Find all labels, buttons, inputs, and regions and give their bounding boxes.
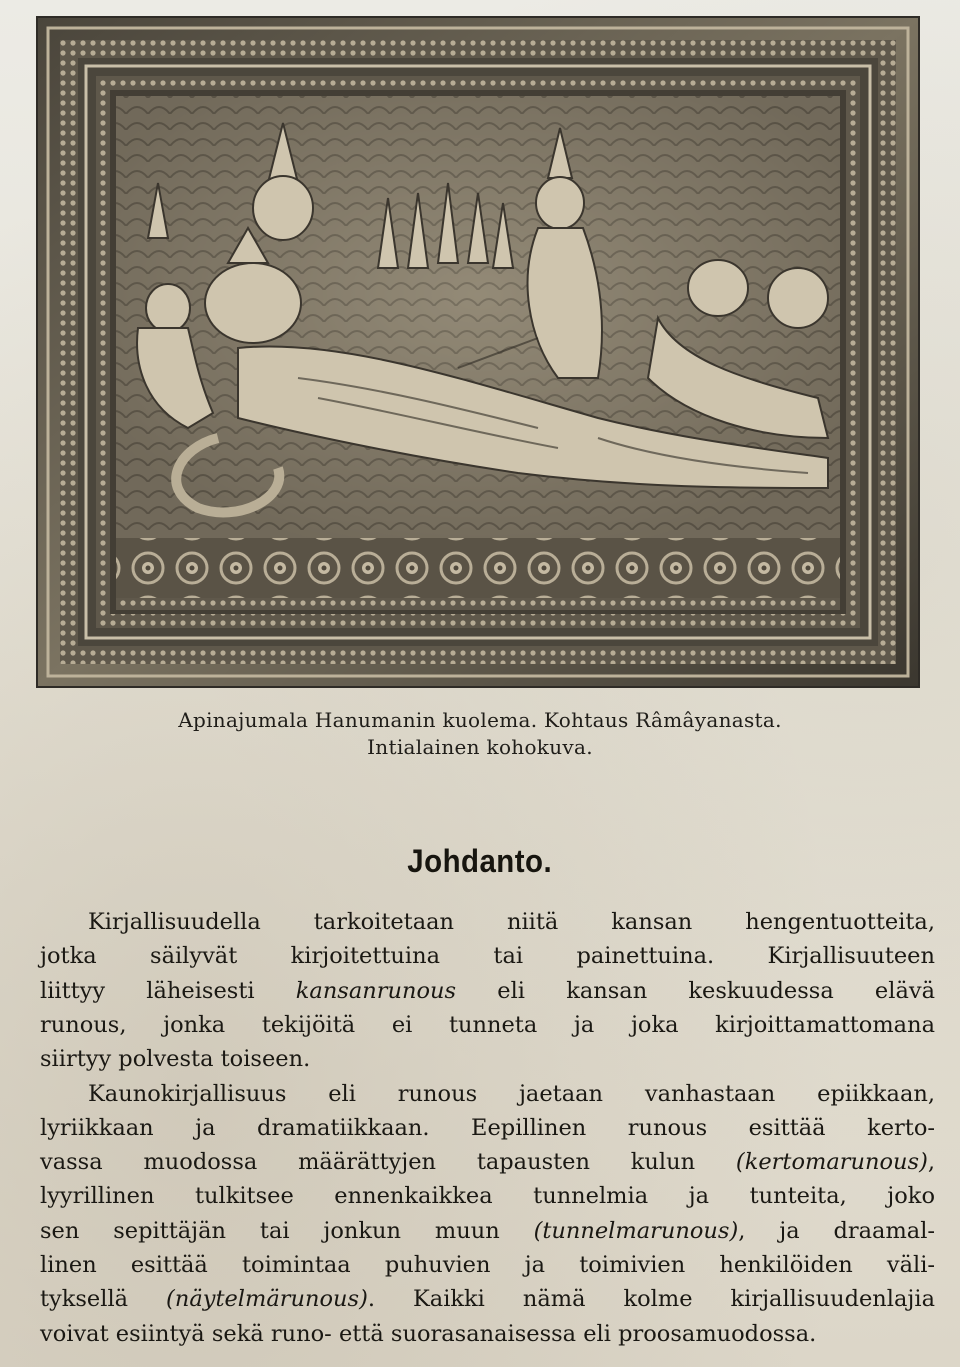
paragraph-line bbox=[88, 906, 935, 938]
paragraph-line bbox=[40, 975, 935, 1007]
line-text: liittyy läheisesti bbox=[40, 977, 296, 1004]
paragraph-line bbox=[40, 1318, 935, 1350]
paragraph-line bbox=[40, 1215, 935, 1247]
line-text: siirtyy polvesta toiseen. bbox=[40, 1046, 311, 1073]
line-text: linen esittää toimintaa puhuvien ja toimivien henkilöiden väli- bbox=[40, 1252, 935, 1278]
figure-caption-line-1: Apinajumala Hanumanin kuolema. Kohtaus Râmâyanasta. bbox=[178, 708, 782, 732]
line-text: Kirjallisuudella tarkoitetaan niitä kansan hengentuotteita, bbox=[88, 909, 935, 935]
line-text: . Kaikki nämä kolme kirjallisuudenlajia bbox=[367, 1286, 935, 1313]
italic-term: (tunnelmarunous) bbox=[533, 1217, 739, 1244]
line-text: , bbox=[927, 1149, 935, 1176]
line-text: , ja draamal- bbox=[738, 1217, 936, 1244]
line-text: tyksellä bbox=[40, 1286, 167, 1313]
italic-term: (kertomarunous) bbox=[735, 1149, 928, 1176]
paragraph-line bbox=[40, 1283, 935, 1315]
paragraph-line bbox=[40, 1146, 935, 1178]
paragraph-line bbox=[40, 1112, 935, 1144]
figure-caption-line-2: Intialainen kohokuva. bbox=[367, 735, 593, 759]
line-text: voivat esiintyä sekä runo- että suorasanaisessa eli proosamuodossa. bbox=[40, 1320, 817, 1347]
line-text: lyyrillinen tulkitsee ennenkaikkea tunnelmia ja tunteita, joko bbox=[40, 1183, 935, 1210]
line-text: runous, jonka tekijöitä ei tunneta ja joka kirjoittamattomana bbox=[40, 1011, 935, 1038]
paragraph-line bbox=[40, 1249, 935, 1281]
line-text: jotka säilyvät kirjoitettuina tai painettuina. Kirjallisuuteen bbox=[40, 943, 935, 970]
paragraph-line bbox=[40, 940, 935, 972]
paragraph-line bbox=[88, 1078, 935, 1110]
line-text: eli kansan keskuudessa elävä bbox=[456, 977, 935, 1004]
line-text: lyriikkaan ja dramatiikkaan. Eepillinen runous esittää kerto- bbox=[40, 1114, 935, 1141]
line-text: sen sepittäjän tai jonkun muun bbox=[40, 1217, 534, 1244]
relief-photograph bbox=[38, 18, 918, 686]
italic-term: kansanrunous bbox=[295, 977, 457, 1004]
paragraph-line bbox=[40, 1009, 935, 1041]
paragraph-line bbox=[40, 1043, 935, 1075]
line-text: Kaunokirjallisuus eli runous jaetaan vanhastaan epiikkaan, bbox=[88, 1080, 935, 1107]
relief-image bbox=[38, 18, 918, 686]
line-text: vassa muodossa määrättyjen tapausten kulun bbox=[40, 1149, 736, 1176]
paragraph-line bbox=[40, 1180, 935, 1212]
section-heading-text: Johdanto. bbox=[407, 843, 553, 879]
italic-term: (näytelmärunous) bbox=[166, 1286, 368, 1313]
section-heading bbox=[0, 843, 960, 880]
